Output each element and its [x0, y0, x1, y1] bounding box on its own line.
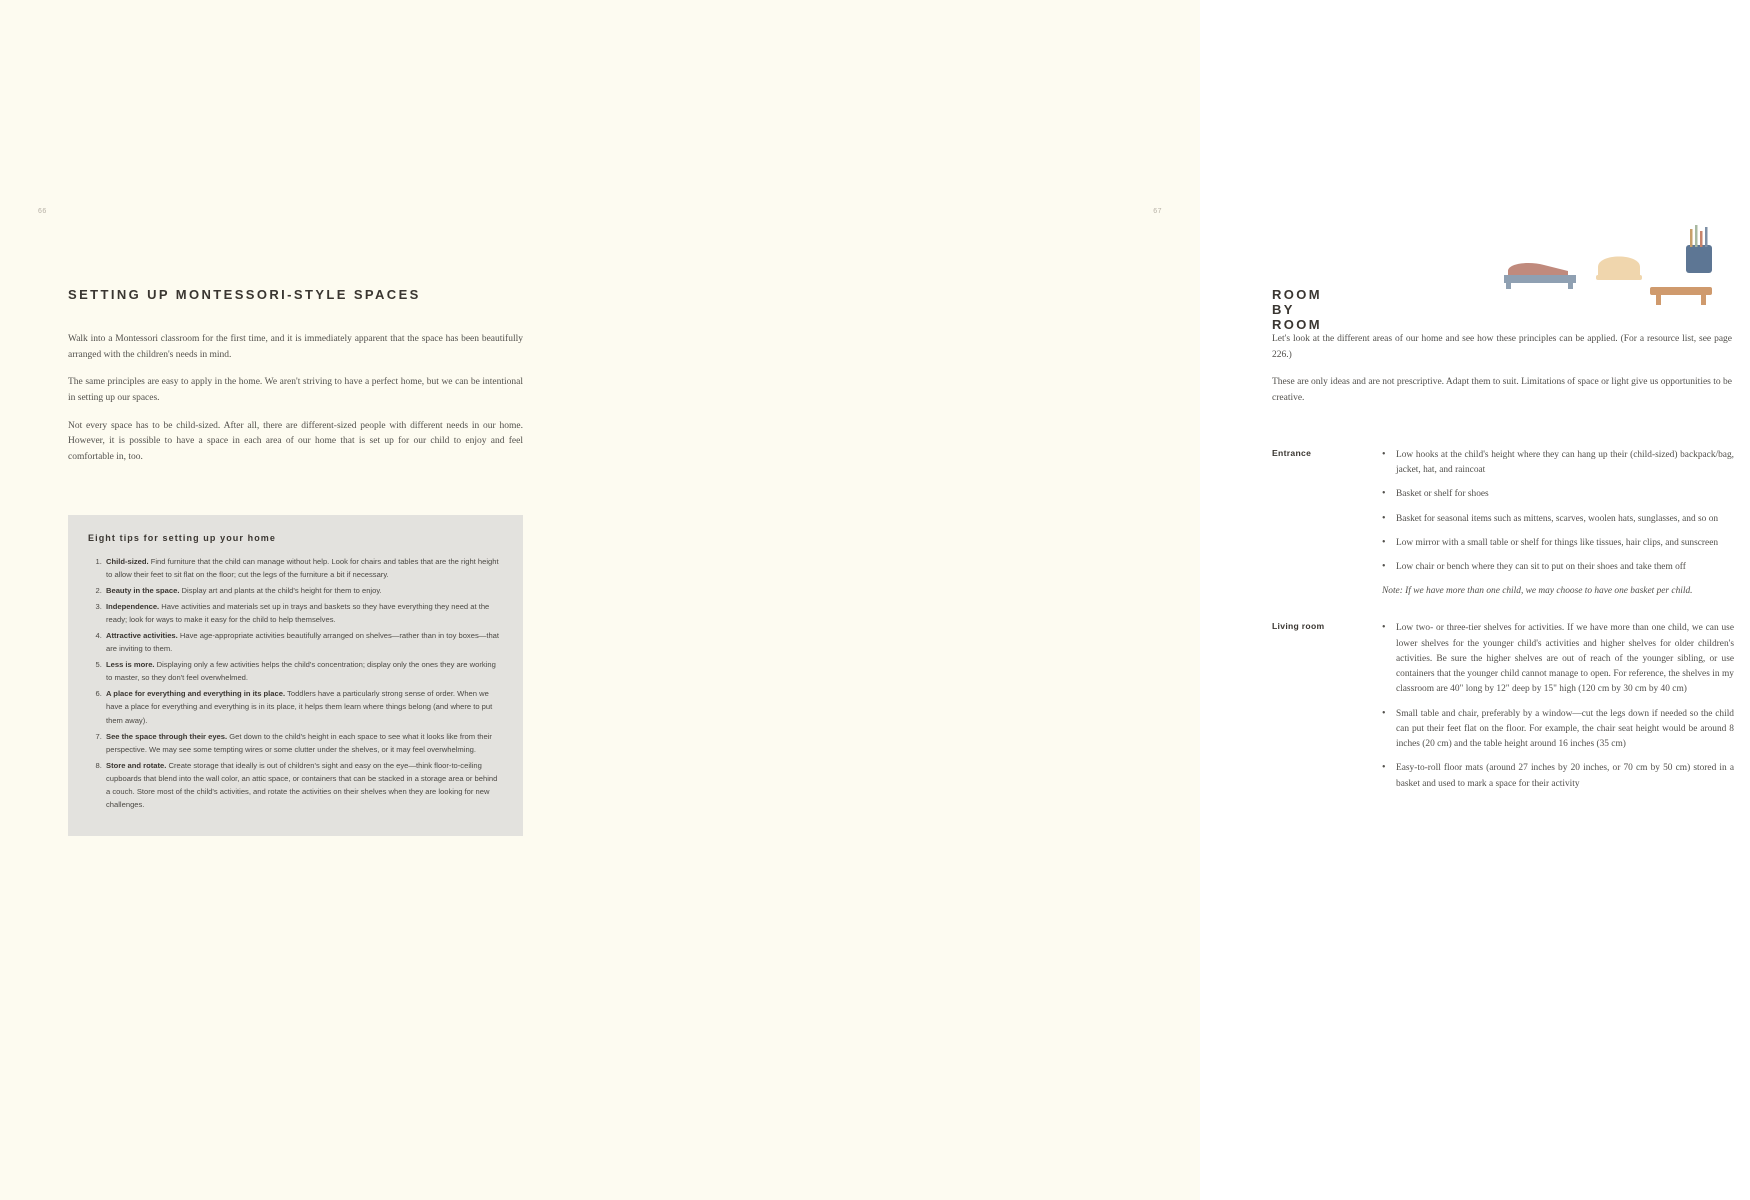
tip-title: Beauty in the space.	[106, 586, 180, 596]
page-number-right: 67	[1153, 208, 1162, 215]
paragraph: Not every space has to be child-sized. After all, there are different-sized people with different needs in our home. However, it is possible to have a space in each area of our home that is set up for our child to enjoy and feel comfortable in, too.	[68, 420, 523, 463]
paragraph: The same principles are easy to apply in the home. We aren't striving to have a perfect home, but we can be intentional in setting up our spaces.	[68, 377, 523, 404]
tip-text: Find furniture that the child can manage without help. Look for chairs and tables that are the right height to allow their feet to sit flat on the floor; cut the legs of the furniture a bit if necessary.	[106, 557, 499, 580]
right-page	[600, 0, 1734, 1200]
tips-list-item	[104, 687, 503, 726]
paragraph: Walk into a Montessori classroom for the first time, and it is immediately apparent that the space has been beautifully arranged with the children's needs in mind.	[68, 334, 523, 360]
room-list-item: • Easy-to-roll floor mats (around 27 inches by 20 inches, or 70 cm by 50 cm) stored in a basket and used to mark a space for their activity	[1382, 761, 1734, 791]
right-body-text	[1272, 332, 1732, 419]
tip-text: Get down to the child's height in each space to see what it looks like from their perspective. We may see some tempting wires or some clutter under the shelves, or it may feel overwhelming.	[106, 731, 492, 754]
room-block	[1272, 448, 1734, 599]
tip-text: Display art and plants at the child's height for them to enjoy.	[179, 586, 382, 596]
room-list-item: • Low two- or three-tier shelves for activities. If we have more than one child, we can use lower shelves for the younger child's activities and higher shelves for older children's activities. Be sure the higher shelves are out of reach of the younger sibling, or use containers that the younger child cannot manage to open. For reference, the shelves in my classroom are 40" long by 12" deep by 15" high (120 cm by 30 cm by 40 cm)	[1382, 621, 1734, 697]
tips-list-item	[104, 555, 503, 581]
left-body-text	[68, 332, 523, 478]
tip-text: Toddlers have a particularly strong sense of order. When we have a place for everything and everything is in its place, it helps them learn where things belong (and where to put them away).	[106, 689, 493, 725]
room-objects-illustration	[1490, 205, 1750, 325]
paragraph: Let's look at the different areas of our home and see how these principles can be applied. (For a resource list, see page 226.)	[1272, 334, 1732, 360]
room-list-item: • Low chair or bench where they can sit to put on their shoes and take them off	[1382, 560, 1734, 575]
tips-list-item	[104, 600, 503, 626]
room-list-item: • Basket or shelf for shoes	[1382, 487, 1734, 502]
page-title-right: ROOM BY ROOM	[1272, 287, 1323, 332]
tips-list-item	[104, 759, 503, 811]
tip-text: Have age-appropriate activities beautifully arranged on shelves—rather than in toy boxes—that are inviting to them.	[106, 631, 499, 654]
page-title-left: SETTING UP MONTESSORI-STYLE SPACES	[68, 287, 421, 302]
room-item-list	[1272, 448, 1734, 575]
tip-title: Independence.	[106, 602, 160, 612]
tips-list	[88, 555, 503, 811]
room-item-list	[1272, 621, 1734, 791]
tips-box	[68, 515, 523, 836]
room-list-item: • Low hooks at the child's height where they can hang up their (child-sized) backpack/bag, jacket, hat, and raincoat	[1382, 448, 1734, 478]
tips-list-item	[104, 658, 503, 684]
tip-title: See the space through their eyes.	[106, 731, 228, 741]
tip-title: Store and rotate.	[106, 760, 167, 770]
room-list-item: • Basket for seasonal items such as mittens, scarves, woolen hats, sunglasses, and so on	[1382, 512, 1734, 527]
paragraph: These are only ideas and are not prescriptive. Adapt them to suit. Limitations of space or light give us opportunities to be creative.	[1272, 377, 1732, 404]
tips-box-heading: Eight tips for setting up your home	[88, 533, 276, 543]
room-note: Note: If we have more than one child, we may choose to have one basket per child.	[1382, 586, 1693, 597]
tip-text: Have activities and materials set up in trays and baskets so they have everything they need at the ready; look for ways to make it easy for the child to help themselves.	[106, 602, 490, 625]
tips-list-item	[104, 629, 503, 655]
page-number-left: 66	[38, 208, 47, 215]
rooms-container	[1272, 448, 1734, 814]
tips-list-item	[104, 730, 503, 756]
left-page	[0, 0, 600, 1200]
room-label: Living room	[1272, 621, 1325, 632]
room-list-item: • Small table and chair, preferably by a window—cut the legs down if needed so the child can put their feet flat on the floor. For example, the chair seat height would be around 8 inches (20 cm) and the table height around 16 inches (35 cm)	[1382, 707, 1734, 753]
tip-title: A place for everything and everything in its place.	[106, 689, 286, 699]
room-block	[1272, 621, 1734, 791]
tip-text: Create storage that ideally is out of children's sight and easy on the eye—think floor-to-ceiling cupboards that blend into the wall color, an attic space, or containers that can be stacked in a storage area or behind a couch. Store most of the child's activities, and rotate the activities on their shelves when they are looking for new challenges.	[106, 760, 498, 809]
tip-title: Attractive activities.	[106, 631, 178, 641]
tip-text: Displaying only a few activities helps the child's concentration; display only the ones they are working to master, so they don't feel overwhelmed.	[106, 660, 496, 683]
tips-list-item	[104, 584, 503, 597]
tip-title: Child-sized.	[106, 557, 149, 566]
tip-title: Less is more.	[106, 660, 155, 670]
room-label: Entrance	[1272, 448, 1312, 458]
room-list-item: • Low mirror with a small table or shelf for things like tissues, hair clips, and sunscreen	[1382, 536, 1734, 551]
